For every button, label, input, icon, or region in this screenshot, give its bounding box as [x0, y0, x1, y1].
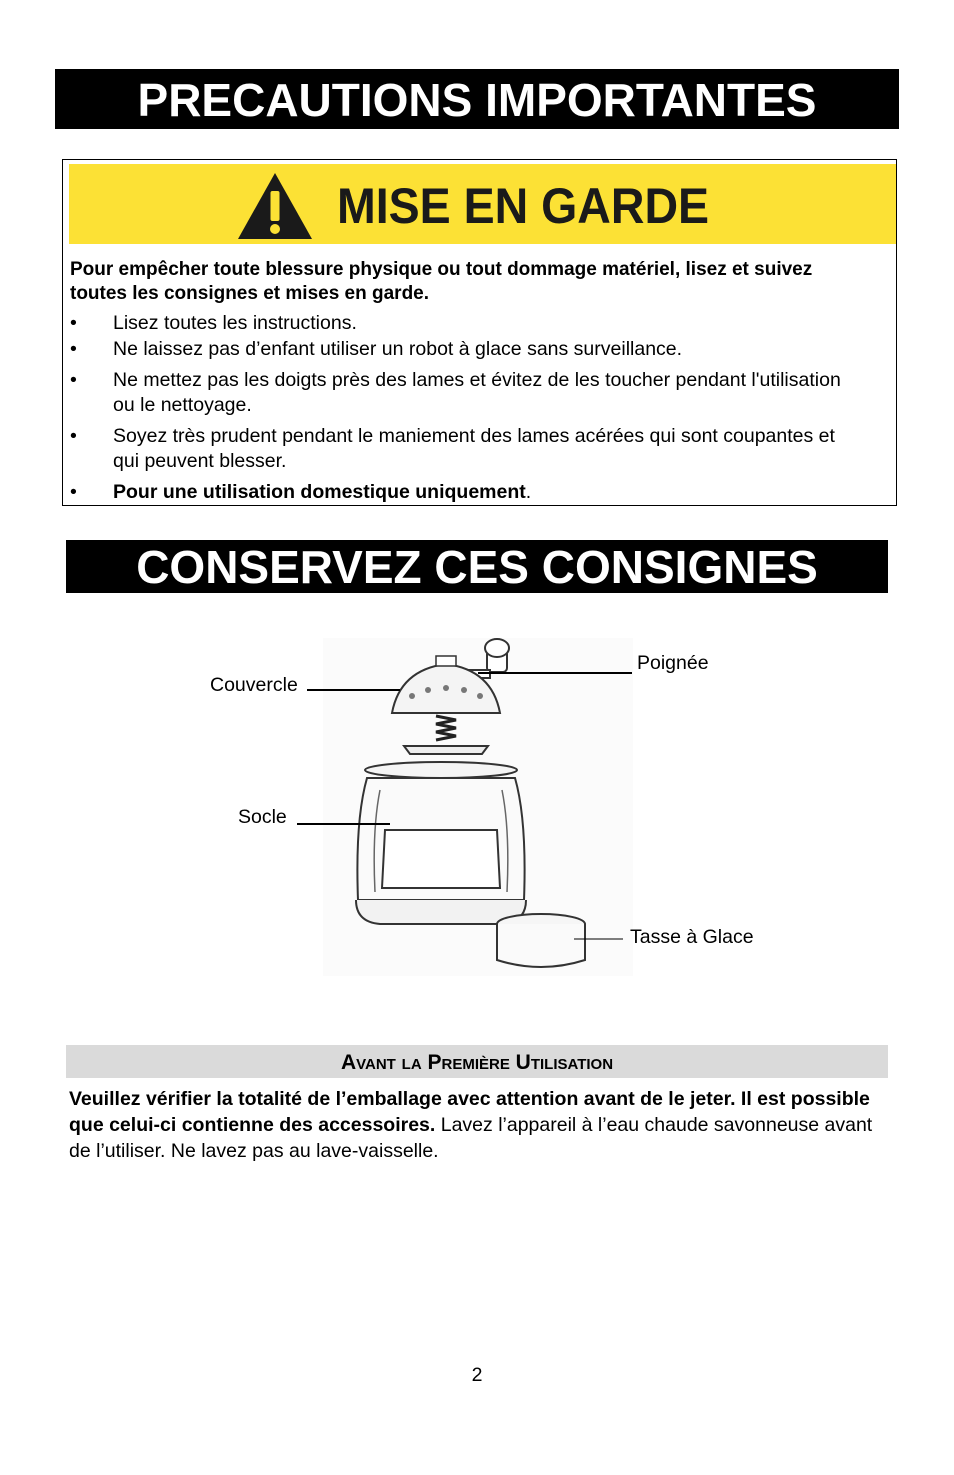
label-tasse: Tasse à Glace [630, 926, 754, 948]
list-item-tail: . [525, 481, 532, 503]
warning-triangle-icon [236, 171, 314, 241]
list-item-text: Lisez toutes les instructions. [113, 312, 357, 334]
product-diagram [0, 630, 954, 990]
list-item-text: Ne laissez pas d’enfant utiliser un robot à glace sans surveillance. [113, 338, 683, 360]
list-item-text: Ne mettez pas les doigts près des lames et évitez de les toucher pendant l'utilisation ou le nettoyage. [113, 369, 841, 416]
list-item-text: Soyez très prudent pendant le maniement des lames acérées qui sont coupantes et qui peuvent blesser. [113, 425, 835, 472]
list-item-bold: Pour une utilisation domestique uniquement [113, 481, 526, 503]
section-heading: Avant la Première Utilisation [66, 1045, 888, 1078]
label-couvercle: Couvercle [210, 674, 298, 696]
ice-shaver-illustration [0, 630, 954, 990]
warning-box [62, 159, 897, 506]
save-instructions-title: CONSERVEZ CES CONSIGNES [136, 541, 818, 593]
warning-header [69, 164, 896, 244]
page-number: 2 [471, 1364, 483, 1386]
bullet-icon: • [70, 312, 77, 334]
bullet-icon: • [70, 481, 77, 503]
label-poignee: Poignée [637, 652, 709, 674]
warning-title: MISE EN GARDE [337, 178, 710, 234]
paragraph-bold: Veuillez vérifier la totalité de l’emballage avec attention avant de le jeter. Il est possible que celui-ci contienne des accessoires. [69, 1088, 870, 1136]
bullet-icon: • [70, 338, 77, 360]
warning-intro: Pour empêcher toute blessure physique ou tout dommage matériel, lisez et suivez toutes les consignes et mises en garde. [70, 259, 813, 304]
save-instructions-banner [66, 540, 888, 593]
page-title-banner [55, 69, 899, 129]
paragraph-normal: Lavez l’appareil à l’eau chaude savonneuse avant de l’utiliser. Ne lavez pas au lave-vaisselle. [69, 1114, 873, 1162]
list-item-text [113, 480, 843, 505]
bullet-icon: • [70, 425, 77, 447]
label-socle: Socle [238, 806, 287, 828]
before-first-use-paragraph [69, 1086, 884, 1164]
page-title: PRECAUTIONS IMPORTANTES [137, 74, 817, 126]
bullet-icon: • [70, 369, 77, 391]
